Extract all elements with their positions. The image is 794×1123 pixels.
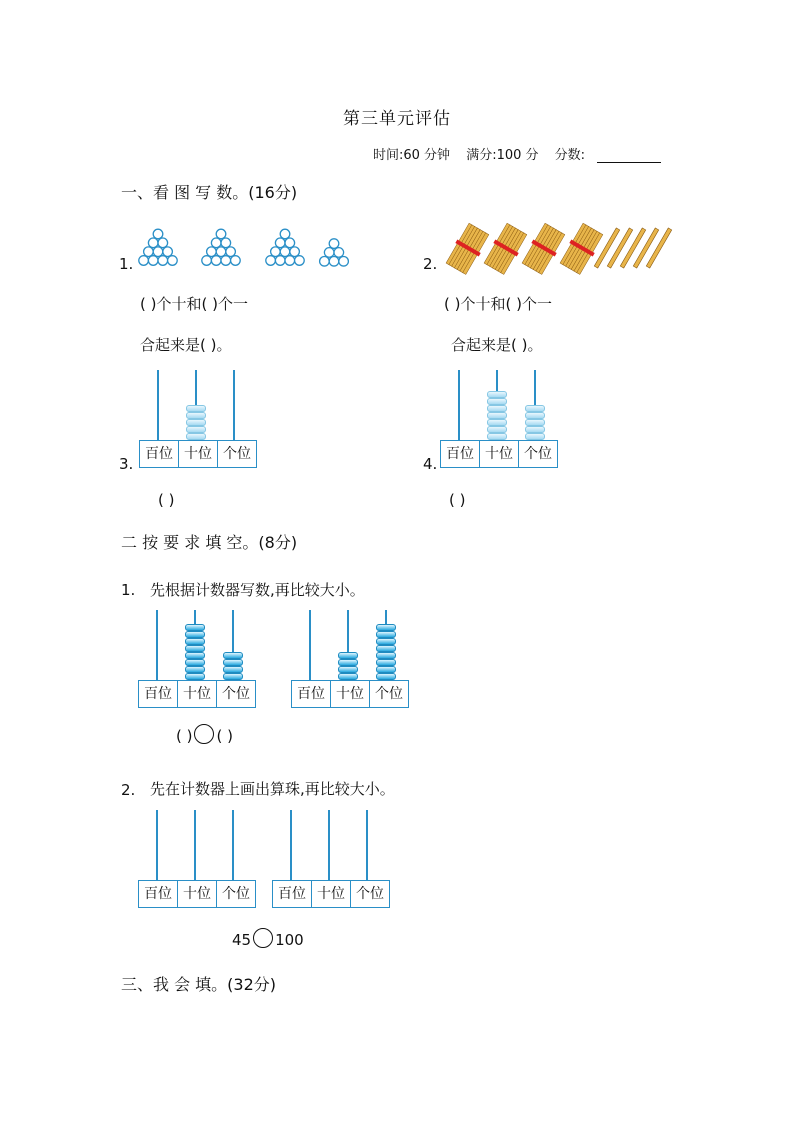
bead — [338, 673, 358, 680]
place-label-tens: 十位 — [178, 681, 217, 707]
place-label-hundreds: 百位 — [139, 881, 178, 907]
bead — [223, 652, 243, 659]
bead — [338, 652, 358, 659]
bead — [487, 419, 507, 426]
place-label-hundreds: 百位 — [140, 441, 179, 467]
s1-q1-num: 1. — [119, 255, 134, 273]
abacus-labels — [138, 680, 256, 708]
bead — [525, 405, 545, 412]
bead — [223, 666, 243, 673]
ball — [275, 238, 285, 248]
place-label-hundreds: 百位 — [139, 681, 178, 707]
place-label-ones: 个位 — [218, 441, 256, 467]
abacus-q3 — [139, 370, 255, 468]
ball — [153, 247, 163, 257]
bead — [223, 659, 243, 666]
score-blank[interactable] — [597, 148, 661, 163]
exam-meta — [373, 144, 673, 163]
section2-heading: 二 按 要 求 填 空。(8分) — [121, 533, 298, 552]
bead — [376, 673, 396, 680]
rod-hundreds — [156, 610, 158, 680]
place-label-tens: 十位 — [480, 441, 519, 467]
s1-q3-num: 3. — [119, 455, 134, 473]
ball — [148, 256, 158, 266]
bead — [525, 426, 545, 433]
s1-q4-num: 4. — [423, 455, 438, 473]
ball — [280, 247, 290, 257]
abacus-s2q2-left[interactable] — [138, 810, 254, 908]
ball — [295, 256, 305, 266]
place-label-ones: 个位 — [217, 881, 255, 907]
rod-hundreds — [309, 610, 311, 680]
ball — [339, 256, 349, 266]
rod-hundreds — [458, 370, 460, 440]
place-label-hundreds: 百位 — [441, 441, 480, 467]
place-label-tens: 十位 — [178, 881, 217, 907]
abacus-s2-left — [138, 610, 254, 708]
bead — [185, 645, 205, 652]
single-stick — [633, 228, 658, 268]
abacus-labels — [291, 680, 409, 708]
bead — [487, 405, 507, 412]
place-label-ones: 个位 — [370, 681, 408, 707]
bead — [376, 666, 396, 673]
bead — [185, 638, 205, 645]
bead — [186, 433, 206, 440]
place-label-hundreds: 百位 — [273, 881, 312, 907]
bead — [487, 412, 507, 419]
bead — [186, 405, 206, 412]
s2-q2-num: 2. — [121, 781, 136, 799]
bead — [487, 398, 507, 405]
s2-q2-left: 45 — [232, 931, 252, 949]
single-stick — [607, 228, 632, 268]
rod-hundreds — [157, 370, 159, 440]
rod-ones — [232, 810, 234, 880]
ball-triangles — [138, 228, 358, 273]
ball — [158, 238, 168, 248]
place-label-ones: 个位 — [351, 881, 389, 907]
stick-bundles — [440, 220, 675, 275]
ball — [271, 247, 281, 257]
s2-q1-text: 先根据计数器写数,再比较大小。 — [150, 581, 365, 599]
ball — [153, 229, 163, 239]
abacus-labels — [138, 880, 256, 908]
bead — [376, 638, 396, 645]
ball — [144, 247, 154, 257]
s2-q1-compare — [176, 724, 233, 745]
stick-bundle — [444, 222, 490, 275]
ball — [324, 248, 334, 258]
time-limit: 时间:60 分钟 — [373, 148, 451, 163]
single-stick — [620, 228, 645, 268]
bead — [338, 659, 358, 666]
ball — [285, 238, 295, 248]
bead — [223, 673, 243, 680]
rod-ones — [233, 370, 235, 440]
s2-q2-text: 先在计数器上画出算珠,再比较大小。 — [150, 780, 395, 798]
place-label-tens: 十位 — [331, 681, 370, 707]
s2-q1-right[interactable]: ( ) — [216, 727, 233, 745]
bead — [338, 666, 358, 673]
ball — [163, 247, 173, 257]
ball — [216, 247, 226, 257]
stick-bundle — [520, 222, 566, 275]
bead — [186, 412, 206, 419]
bead — [487, 391, 507, 398]
bead — [376, 645, 396, 652]
bead — [376, 631, 396, 638]
ball — [231, 256, 241, 266]
s1-q2-num: 2. — [423, 255, 438, 273]
ball — [148, 238, 158, 248]
section3-heading: 三、我 会 填。(32分) — [121, 975, 277, 994]
bead — [185, 624, 205, 631]
ball — [139, 256, 149, 266]
bead — [185, 673, 205, 680]
ball — [334, 248, 344, 258]
s2-q2-right: 100 — [275, 931, 304, 949]
abacus-s2q2-right[interactable] — [272, 810, 388, 908]
s2-q1-num: 1. — [121, 581, 136, 599]
ball — [211, 238, 221, 248]
place-label-ones: 个位 — [519, 441, 557, 467]
bead — [185, 659, 205, 666]
ball — [221, 238, 231, 248]
bead — [487, 433, 507, 440]
stick-bundle — [482, 222, 528, 275]
bead — [525, 412, 545, 419]
ball — [211, 256, 221, 266]
bead — [525, 433, 545, 440]
ball — [285, 256, 295, 266]
abacus-labels — [272, 880, 390, 908]
page-title: 第三单元评估 — [343, 109, 451, 129]
bead — [487, 426, 507, 433]
bead — [185, 652, 205, 659]
ball — [207, 247, 217, 257]
rod-hundreds — [290, 810, 292, 880]
ball — [280, 229, 290, 239]
bead — [186, 426, 206, 433]
place-label-hundreds: 百位 — [292, 681, 331, 707]
bead — [186, 419, 206, 426]
single-stick — [646, 228, 671, 268]
ball — [221, 256, 231, 266]
ball — [290, 247, 300, 257]
ball — [266, 256, 276, 266]
compare-circle[interactable] — [194, 724, 214, 744]
rod-tens — [328, 810, 330, 880]
s1-q4-answer: ( ) — [449, 491, 466, 509]
place-label-tens: 十位 — [312, 881, 351, 907]
abacus-s2-right — [291, 610, 407, 708]
s1-q3-answer: ( ) — [158, 491, 175, 509]
bead — [185, 631, 205, 638]
bead — [376, 652, 396, 659]
bead — [376, 624, 396, 631]
rod-ones — [366, 810, 368, 880]
section1-heading: 一、看 图 写 数。(16分) — [121, 183, 298, 202]
ball — [226, 247, 236, 257]
bead — [376, 659, 396, 666]
s1-q1-line1: ( )个十和( )个一 — [140, 295, 248, 313]
rod-tens — [194, 810, 196, 880]
rod-hundreds — [156, 810, 158, 880]
s1-q2-line2: 合起来是( )。 — [451, 336, 543, 354]
s2-q1-left[interactable]: ( ) — [176, 727, 193, 745]
abacus-q4 — [440, 370, 556, 468]
s1-q1-line2: 合起来是( )。 — [140, 336, 232, 354]
s2-q2-compare — [232, 928, 304, 949]
score-label: 分数: — [554, 148, 586, 163]
full-score: 满分:100 分 — [466, 148, 539, 163]
abacus-labels — [139, 440, 257, 468]
place-label-ones: 个位 — [217, 681, 255, 707]
ball — [275, 256, 285, 266]
ball — [216, 229, 226, 239]
ball — [202, 256, 212, 266]
compare-circle[interactable] — [253, 928, 273, 948]
ball — [320, 256, 330, 266]
place-label-tens: 十位 — [179, 441, 218, 467]
ball — [158, 256, 168, 266]
ball — [168, 256, 178, 266]
s1-q2-line1: ( )个十和( )个一 — [444, 295, 552, 313]
bead — [525, 419, 545, 426]
abacus-labels — [440, 440, 558, 468]
bead — [185, 666, 205, 673]
ball — [329, 239, 339, 249]
ball — [329, 256, 339, 266]
